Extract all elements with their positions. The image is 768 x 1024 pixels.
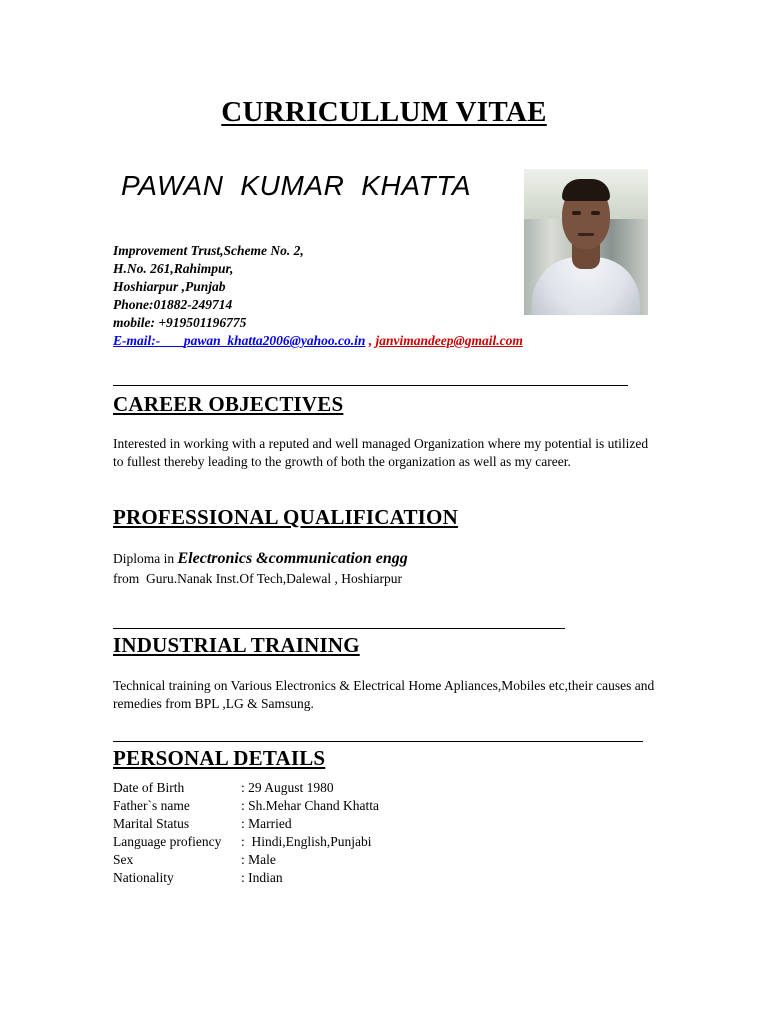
phone-number: Phone:01882-249714 xyxy=(113,297,233,312)
email-separator: , xyxy=(365,333,376,348)
contact-block xyxy=(113,242,523,350)
career-heading: CAREER OBJECTIVES xyxy=(113,392,344,416)
detail-label: Father`s name xyxy=(113,798,190,813)
table-row xyxy=(113,869,379,887)
divider-2 xyxy=(113,628,565,629)
personal-heading: PERSONAL DETAILS xyxy=(113,746,326,770)
address-line-1: Improvement Trust,Scheme No. 2, xyxy=(113,243,304,258)
detail-value: : Married xyxy=(241,816,292,831)
diploma-course: Electronics &communication engg xyxy=(177,550,408,567)
diploma-prefix: Diploma in xyxy=(113,551,178,566)
diploma-line xyxy=(113,550,408,568)
email-row xyxy=(113,332,523,350)
detail-value: : Male xyxy=(241,852,276,867)
address-line-3: Hoshiarpur ,Punjab xyxy=(113,279,226,294)
table-row xyxy=(113,833,379,851)
qualification-heading: PROFESSIONAL QUALIFICATION xyxy=(113,505,458,529)
table-row xyxy=(113,815,379,833)
divider-3 xyxy=(113,741,643,742)
detail-value: : 29 August 1980 xyxy=(241,780,334,795)
personal-details-table xyxy=(113,779,379,887)
email-link-yahoo[interactable]: pawan_khatta2006@yahoo.co.in xyxy=(183,333,366,348)
detail-label: Date of Birth xyxy=(113,780,185,795)
profile-photo xyxy=(524,169,648,315)
detail-label: Language profiency xyxy=(113,834,222,849)
divider-1 xyxy=(113,385,628,386)
detail-value: : Hindi,English,Punjabi xyxy=(241,834,372,849)
address-line-2: H.No. 261,Rahimpur, xyxy=(113,261,234,276)
email-label: E-mail:- xyxy=(113,333,184,348)
mobile-number: mobile: +919501196775 xyxy=(113,315,247,330)
table-row xyxy=(113,851,379,869)
detail-label: Nationality xyxy=(113,870,174,885)
training-heading: INDUSTRIAL TRAINING xyxy=(113,633,360,657)
diploma-institute: from Guru.Nanak Inst.Of Tech,Dalewal , Hoshiarpur xyxy=(113,571,402,586)
document-title: CURRICULLUM VITAE xyxy=(221,96,547,128)
email-link-gmail[interactable]: janvimandeep@gmail.com xyxy=(375,333,523,348)
detail-value: : Indian xyxy=(241,870,283,885)
detail-value: : Sh.Mehar Chand Khatta xyxy=(241,798,379,813)
candidate-name: PAWAN KUMAR KHATTA xyxy=(121,170,472,201)
table-row xyxy=(113,797,379,815)
training-text: Technical training on Various Electronics & Electrical Home Apliances,Mobiles etc,their causes and remedies from BPL ,LG & Samsung. xyxy=(113,678,655,711)
detail-label: Marital Status xyxy=(113,816,190,831)
table-row xyxy=(113,779,379,797)
career-text: Interested in working with a reputed and well managed Organization where my potential is utilized to fullest thereby leading to the growth of both the organization as well as my career. xyxy=(113,436,649,469)
detail-label: Sex xyxy=(113,852,134,867)
